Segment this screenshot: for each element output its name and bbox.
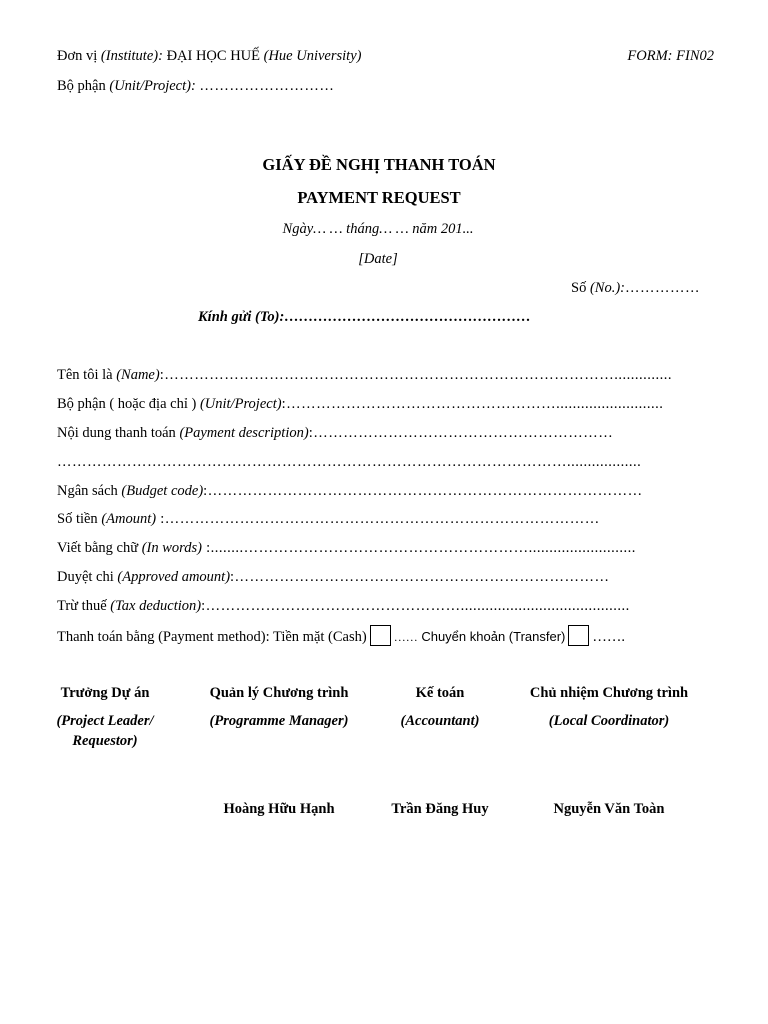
field-description-continued: …………………………………………………………………………………………..................	[57, 454, 642, 470]
date-en: [Date]	[358, 251, 398, 267]
field-budget: Ngân sách (Budget code):……………………………………………………………………………	[57, 483, 643, 499]
field-approved-amount: Duyệt chi (Approved amount):…………………………………………………………………	[57, 569, 610, 585]
form-code: FORM: FIN02	[627, 48, 714, 64]
signatory-name-local-coordinator: Nguyễn Văn Toàn	[553, 801, 665, 817]
signature-programme-manager: Quản lý Chương trình (Programme Manager)	[209, 685, 349, 729]
cash-checkbox[interactable]	[370, 625, 391, 646]
signature-local-coordinator: Chủ nhiệm Chương trình (Local Coordinator)	[529, 685, 689, 729]
number-line: Số (No.):……………	[571, 280, 700, 296]
date-line: Ngày… … tháng… … năm 201...	[282, 221, 474, 237]
field-name: Tên tôi là (Name):………………………………………………………………………………..............	[57, 367, 672, 383]
signatory-name-accountant: Trần Đăng Huy	[391, 801, 489, 817]
title-en: PAYMENT REQUEST	[297, 188, 461, 207]
field-amount: Số tiền (Amount) :……………………………………………………………………………	[57, 511, 600, 527]
title-vn: GIẤY ĐỀ NGHỊ THANH TOÁN	[262, 155, 496, 174]
institute-line: Đơn vị (Institute): ĐẠI HỌC HUẾ (Hue University)	[57, 48, 362, 64]
payment-method-line: Thanh toán bằng (Payment method): Tiền mặt (Cash) …… Chuyển khoản (Transfer) …….	[57, 627, 625, 648]
unit-line: Bộ phận (Unit/Project): ………………………	[57, 78, 335, 94]
field-unit: Bộ phận ( hoặc địa chỉ ) (Unit/Project):………………………………………………..........................	[57, 396, 664, 412]
signatory-name-programme-manager: Hoàng Hữu Hạnh	[223, 801, 335, 817]
field-description: Nội dung thanh toán (Payment description):……………………………………………………	[57, 425, 614, 441]
signature-project-leader: Trưởng Dự án (Project Leader/ Requestor)	[56, 685, 154, 749]
signature-accountant: Kế toán (Accountant)	[400, 685, 480, 729]
transfer-checkbox[interactable]	[568, 625, 589, 646]
field-tax-deduction: Trừ thuế (Tax deduction):…………………………………………….........................................	[57, 598, 630, 614]
field-in-words: Viết bằng chữ (In words) :........…………………………………………………..........................	[57, 540, 636, 556]
to-line: Kính gửi (To):……………………………………………	[198, 309, 531, 325]
